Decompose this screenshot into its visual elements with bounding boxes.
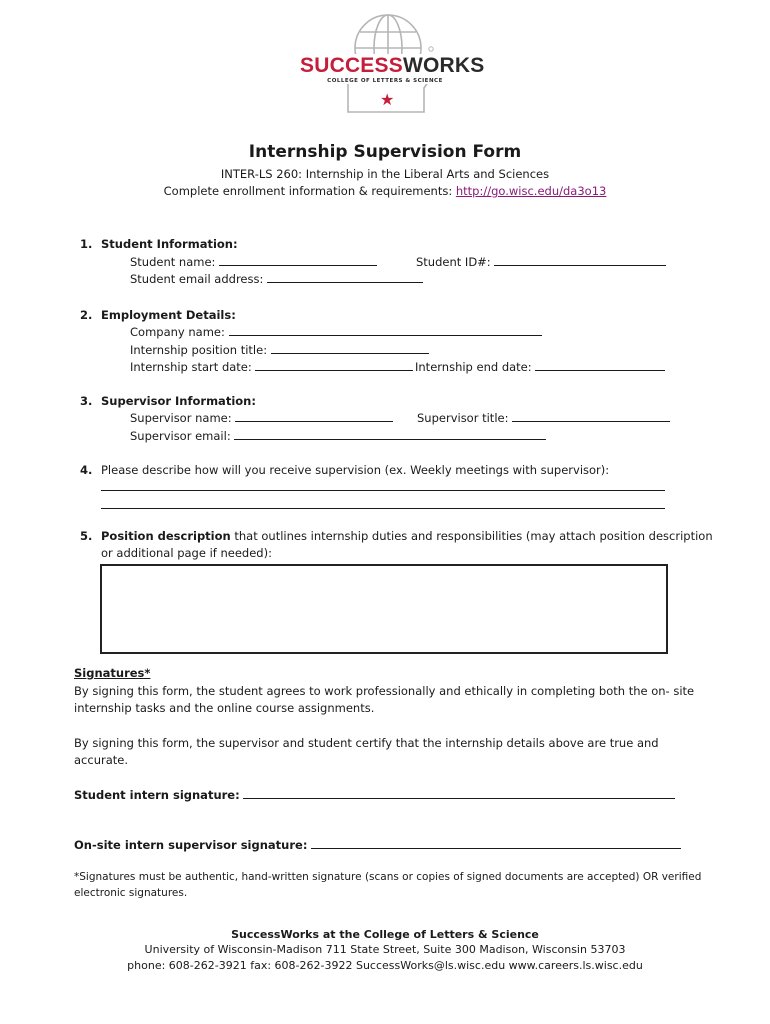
student-name-label: Student name:: [130, 255, 216, 269]
s4-num: 4.: [80, 463, 93, 477]
footer-line-2: University of Wisconsin-Madison 711 State Street, Suite 300 Madison, Wisconsin 53703: [144, 943, 626, 956]
supervisor-title-line[interactable]: [512, 411, 670, 422]
supervisor-signature-field[interactable]: [74, 838, 681, 852]
supervision-answer-line-2[interactable]: [101, 508, 665, 509]
supervision-answer-line-1[interactable]: [101, 490, 665, 491]
s1-heading: Student Information:: [101, 237, 238, 251]
company-label: Company name:: [130, 325, 225, 339]
start-date-field[interactable]: [130, 360, 413, 374]
student-name-line[interactable]: [219, 255, 377, 266]
company-line[interactable]: [229, 325, 542, 336]
successworks-logo: [300, 8, 485, 120]
position-label: Internship position title:: [130, 343, 268, 357]
s5-num: 5.: [80, 529, 93, 543]
star-icon: ★: [380, 90, 395, 109]
supervisor-signature-line[interactable]: [311, 838, 681, 849]
signatures-heading: Signatures*: [74, 666, 151, 680]
supervisor-email-line[interactable]: [234, 429, 546, 440]
position-description-box[interactable]: [100, 564, 668, 654]
sig-para-2b: accurate.: [74, 753, 128, 767]
signature-note-a: *Signatures must be authentic, hand-written signature (scans or copies of signed documents are accepted) OR verified: [74, 871, 702, 883]
logo-tagline: COLLEGE OF LETTERS & SCIENCE: [300, 78, 470, 84]
sig-para-1a: By signing this form, the student agrees to work professionally and ethically in completing both the on- site: [74, 684, 695, 698]
company-field[interactable]: [130, 325, 542, 339]
s2-num: 2.: [80, 308, 93, 322]
s5-text: [101, 529, 713, 543]
s3-heading: Supervisor Information:: [101, 394, 256, 408]
s2-heading: Employment Details:: [101, 308, 236, 322]
start-date-label: Internship start date:: [130, 360, 252, 374]
student-id-label: Student ID#:: [416, 255, 491, 269]
student-id-line[interactable]: [494, 255, 666, 266]
supervisor-name-field[interactable]: [130, 411, 393, 425]
enroll-line: [0, 184, 770, 198]
student-email-field[interactable]: [130, 272, 423, 286]
supervisor-email-label: Supervisor email:: [130, 429, 231, 443]
student-name-field[interactable]: [130, 255, 377, 269]
end-date-label: Internship end date:: [415, 360, 532, 374]
student-signature-label: Student intern signature:: [74, 788, 240, 802]
student-signature-field[interactable]: [74, 788, 675, 802]
supervisor-title-label: Supervisor title:: [417, 411, 509, 425]
logo-works: WORKS: [402, 54, 485, 77]
supervisor-signature-label: On-site intern supervisor signature:: [74, 838, 308, 852]
position-line[interactable]: [271, 343, 429, 354]
supervisor-name-label: Supervisor name:: [130, 411, 232, 425]
signature-note-b: electronic signatures.: [74, 887, 188, 899]
student-email-label: Student email address:: [130, 272, 264, 286]
s5-rest: that outlines internship duties and responsibilities (may attach position description: [230, 529, 713, 543]
s3-num: 3.: [80, 394, 93, 408]
enroll-link[interactable]: http://go.wisc.edu/da3o13: [455, 184, 607, 198]
student-email-line[interactable]: [267, 272, 423, 283]
footer-line-1: SuccessWorks at the College of Letters & Science: [231, 928, 539, 941]
s5-bold: Position description: [101, 529, 231, 543]
end-date-field[interactable]: [415, 360, 665, 374]
student-signature-line[interactable]: [243, 788, 675, 799]
sig-para-2a: By signing this form, the supervisor and student certify that the internship details above are true and: [74, 736, 659, 750]
s1-num: 1.: [80, 237, 93, 251]
logo-success: SUCCESS: [300, 54, 403, 77]
supervisor-title-field[interactable]: [417, 411, 670, 425]
sig-para-1b: internship tasks and the online course assignments.: [74, 701, 375, 715]
student-id-field[interactable]: [416, 255, 666, 269]
s5-text-2: or additional page if needed):: [101, 546, 272, 560]
supervisor-name-line[interactable]: [235, 411, 393, 422]
course-line: INTER-LS 260: Internship in the Liberal Arts and Sciences: [220, 167, 550, 181]
position-field[interactable]: [130, 343, 429, 357]
s4-question: Please describe how will you receive supervision (ex. Weekly meetings with supervisor):: [101, 463, 610, 477]
end-date-line[interactable]: [535, 360, 665, 371]
supervisor-email-field[interactable]: [130, 429, 546, 443]
start-date-line[interactable]: [255, 360, 413, 371]
footer-line-3: phone: 608-262-3921 fax: 608-262-3922 SuccessWorks@ls.wisc.edu www.careers.ls.wisc.edu: [127, 959, 643, 972]
enroll-prefix: Complete enrollment information & requirements:: [163, 184, 456, 198]
form-title: Internship Supervision Form: [248, 142, 522, 162]
